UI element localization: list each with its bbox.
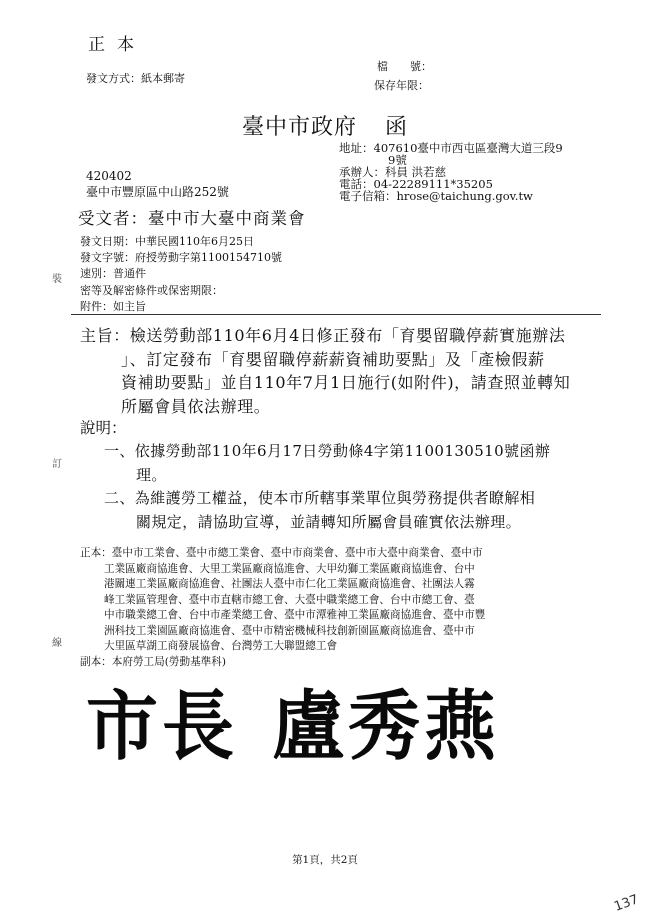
copy-to: 副本：本府勞工局(勞動基準科) [80, 655, 226, 668]
divider [71, 314, 601, 315]
send-method: 發文方式：紙本郵寄 [86, 72, 185, 85]
subject-block [80, 324, 600, 418]
page-number: 第1頁，共2頁 [292, 854, 358, 866]
item-line: 一、依據勞動部110年6月17日勞動條4字第1100130510號函辦 [104, 442, 551, 460]
cc-line: 工業區廠商協進會、大里工業區廠商協進會、大甲幼獅工業區廠商協進會、台中 [104, 562, 475, 575]
postal-code: 420402 [86, 169, 132, 183]
handler: 承辦人：科員 洪若慈 [339, 165, 447, 179]
subject-line: 」、訂定發布「育嬰留職停薪薪資補助要點」及「產檢假薪 [121, 349, 545, 369]
attachment: 附件：如主旨 [80, 299, 146, 313]
document-number: 發文字號：府授勞動字第1100154710號 [80, 251, 282, 265]
recipient-address: 臺中市豐原區中山路252號 [86, 185, 229, 199]
email: 電子信箱：hrose@taichung.gov.tw [339, 189, 533, 203]
item-line: 理。 [136, 465, 167, 484]
phone: 電話：04-22289111*35205 [339, 177, 493, 191]
distribution-block [80, 546, 585, 670]
binding-mark-middle: 訂 [52, 459, 62, 470]
retention-label: 保存年限： [374, 79, 429, 92]
issuing-organization: 臺中市政府 [241, 115, 357, 140]
signature-name: 盧秀燕 [272, 681, 501, 771]
item-line: 二、為維護勞工權益，使本市所轄事業單位與勞務提供者瞭解相 [104, 489, 536, 507]
cc-line: 港關連工業區廠商協進會、社團法人臺中市仁化工業區廠商協進會、社團法人霧 [104, 578, 475, 590]
address-line: 地址：407610臺中市西屯區臺灣大道三段9 [339, 141, 563, 155]
document-title [0, 110, 650, 141]
signature-title: 市長 [86, 681, 239, 771]
issue-date: 發文日期：中華民國110年6月25日 [80, 235, 254, 248]
binding-mark-bottom: 線 [52, 638, 62, 649]
security-level: 密等及解密條件或保密期限： [80, 283, 223, 297]
recipient-address-block [86, 168, 229, 200]
cc-line: 大里區草湖工商發展協會、台灣勞工大聯盟總工會 [104, 640, 338, 652]
signature [86, 665, 500, 774]
cc-line: 中市職業總工會、台中市產業總工會、臺中市潭雅神工業區廠商協進會、臺中市豐 [104, 609, 486, 621]
explanation-label: 說明： [80, 419, 127, 437]
subject-line: 所屬會員依法辦理。 [121, 396, 271, 416]
subject-line: 主旨：檢送勞動部110年6月4日修正發布「育嬰留職停薪實施辦法 [80, 326, 566, 345]
explanation-item-2 [104, 487, 584, 534]
explanation-item-1 [104, 440, 584, 487]
speed: 速別：普通件 [80, 267, 146, 281]
item-line: 關規定，請協助宣導，並請轉知所屬會員確實依法辦理。 [136, 512, 522, 531]
cc-line: 正本：臺中市工業會、臺中市總工業會、臺中市商業會、臺中市大臺中商業會、臺中市 [80, 547, 483, 559]
corner-mark: 137 [612, 892, 641, 915]
address-line-cont: 9號 [388, 153, 407, 167]
cc-line: 洲科技工業園區廠商協進會、臺中市精密機械科技創新園區廠商協進會、臺中市 [104, 624, 475, 637]
contact-block [339, 142, 563, 202]
copy-type-label: 正本 [88, 35, 146, 55]
subject-line: 資補助要點」並自110年7月1日施行(如附件)，請查照並轉知 [121, 373, 571, 392]
cc-line: 峰工業區管理會、臺中市直轄市總工會、大臺中職業總工會、台中市總工會、臺 [104, 593, 475, 606]
file-number-label: 檔 號： [377, 60, 432, 73]
meta-block [80, 234, 282, 315]
recipient: 受文者：臺中市大臺中商業會 [78, 209, 306, 228]
binding-mark-top: 裝 [52, 274, 62, 285]
document-type: 函 [385, 115, 409, 140]
